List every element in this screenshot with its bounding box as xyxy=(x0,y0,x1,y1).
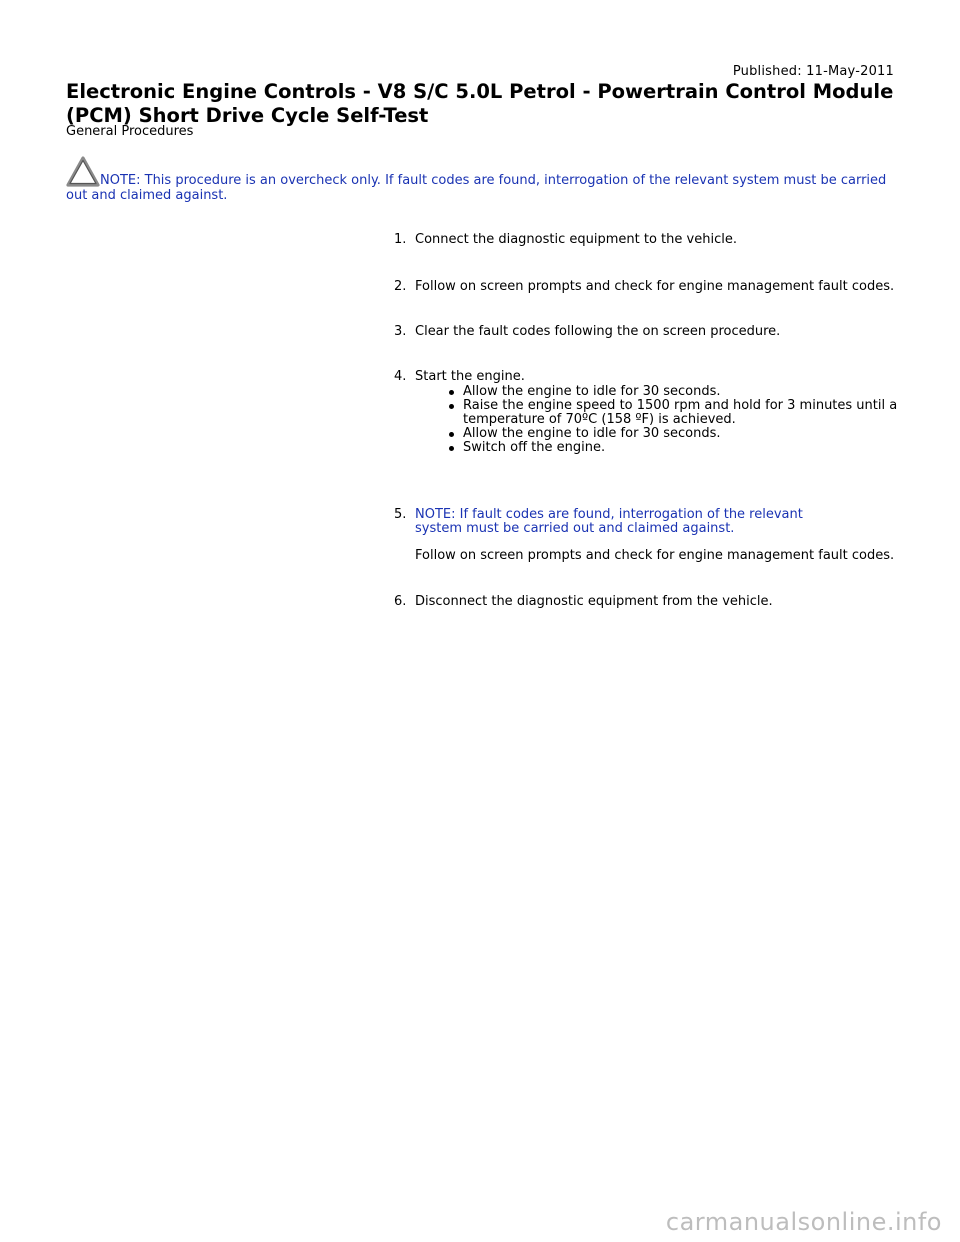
published-date: Published: 11-May-2011 xyxy=(732,64,894,79)
bullet-text: Switch off the engine. xyxy=(463,440,606,455)
step-text: Connect the diagnostic equipment to the vehicle. xyxy=(415,232,737,247)
step-number: 2. xyxy=(394,279,407,294)
step-number: 5. xyxy=(394,507,407,522)
bullet-icon xyxy=(449,390,454,395)
bullet-icon xyxy=(449,446,454,451)
step-text: Follow on screen prompts and check for engine management fault codes. xyxy=(415,279,895,294)
list-item xyxy=(463,427,914,441)
note-block xyxy=(66,156,896,203)
step-text: Disconnect the diagnostic equipment from the vehicle. xyxy=(415,594,773,609)
bullet-text: Allow the engine to idle for 30 seconds. xyxy=(463,426,721,441)
note-text: NOTE: This procedure is an overcheck only. If fault codes are found, interrogation of the relevant system must be carried out and claimed against. xyxy=(66,173,887,203)
bullet-text: Raise the engine speed to 1500 rpm and hold for 3 minutes until a temperature of 70ºC (158 ºF) is achieved. xyxy=(463,398,898,427)
step-text: Clear the fault codes following the on screen procedure. xyxy=(415,324,781,339)
step-6 xyxy=(394,595,914,609)
step-body xyxy=(415,370,914,455)
step-bullet-list xyxy=(415,385,914,455)
page-subtitle: General Procedures xyxy=(66,124,194,139)
step-text: Follow on screen prompts and check for engine management fault codes. xyxy=(415,548,895,563)
watermark: carmanualsonline.info xyxy=(665,1208,942,1236)
list-item xyxy=(463,385,914,399)
list-item xyxy=(463,441,914,455)
step-1 xyxy=(394,233,914,247)
step-text: Start the engine. xyxy=(415,369,525,384)
bullet-icon xyxy=(449,404,454,409)
step-5 xyxy=(394,508,914,563)
step-2 xyxy=(394,280,914,294)
page-title: Electronic Engine Controls - V8 S/C 5.0L Petrol - Powertrain Control Module (PCM) Short Drive Cycle Self-Test xyxy=(66,80,894,127)
bullet-text: Allow the engine to idle for 30 seconds. xyxy=(463,384,721,399)
step-number: 6. xyxy=(394,594,407,609)
step-body xyxy=(415,508,914,563)
step-3 xyxy=(394,325,914,339)
bullet-icon xyxy=(449,432,454,437)
step-note: NOTE: If fault codes are found, interrogation of the relevant system must be carried out and claimed against. xyxy=(415,507,803,536)
step-4 xyxy=(394,370,914,455)
step-number: 1. xyxy=(394,232,407,247)
list-item xyxy=(463,399,914,427)
warning-triangle-icon xyxy=(66,156,100,187)
step-number: 4. xyxy=(394,369,407,384)
step-number: 3. xyxy=(394,324,407,339)
